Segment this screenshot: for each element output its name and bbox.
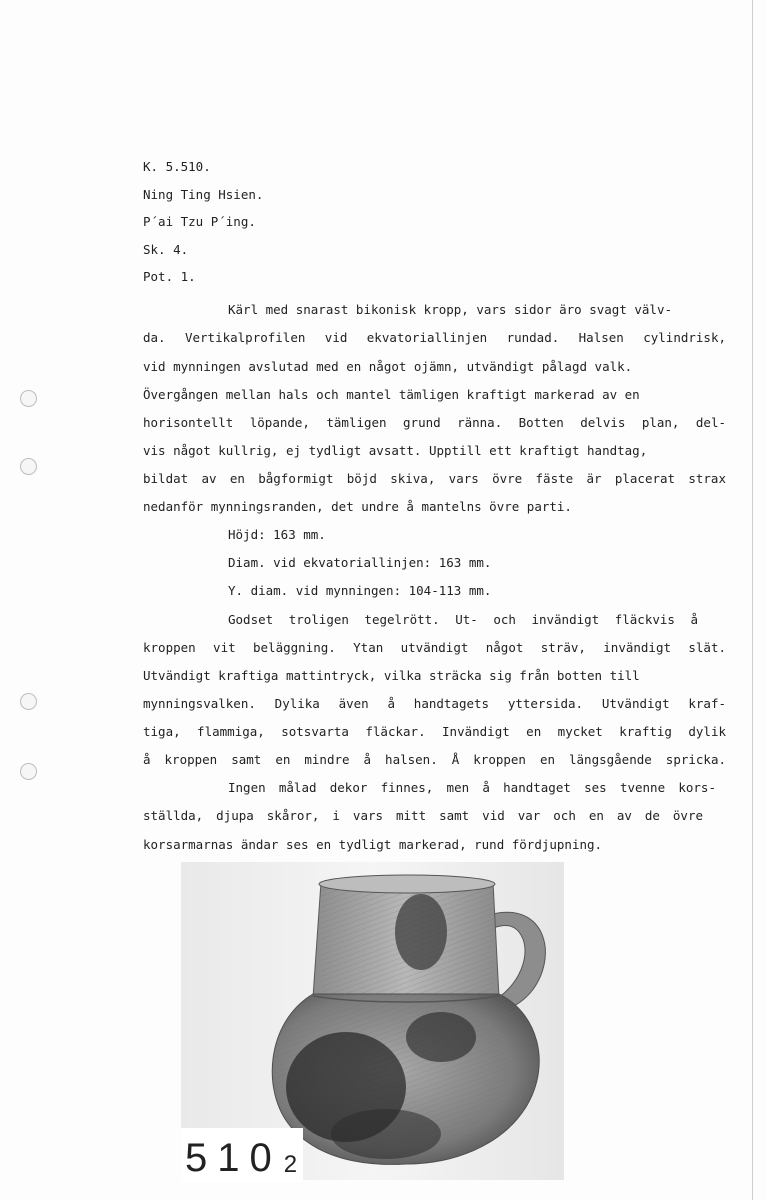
body-line: tiga, flammiga, sotsvarta fläckar. Invändigt en mycket kraftig dylik <box>143 724 726 739</box>
body-line: Utvändigt kraftiga mattintryck, vilka sträcka sig från botten till <box>143 668 640 683</box>
catalog-number: K. 5.510. <box>143 159 211 174</box>
height-measure: Höjd: 163 mm. <box>228 527 326 542</box>
photo-number-label <box>181 1128 303 1182</box>
body-line: Kärl med snarast bikonisk kropp, vars sidor äro svagt välv- <box>228 302 673 317</box>
body-line: ställda, djupa skåror, i vars mitt samt vid var och en av de övre <box>143 808 703 823</box>
punch-hole <box>20 390 37 407</box>
diameter-measure: Diam. vid ekvatoriallinjen: 163 mm. <box>228 555 492 570</box>
pot-number: Pot. 1. <box>143 269 196 285</box>
body-line: Övergången mellan hals och mantel tämligen kraftigt markerad av en <box>143 387 640 402</box>
grave-number: Sk. 4. <box>143 241 189 257</box>
photo-number-sub: 2 <box>283 1151 298 1178</box>
body-line: korsarmarnas ändar ses en tydligt markerad, rund fördjupning. <box>143 837 603 852</box>
mouth-diameter-measure: Y. diam. vid mynningen: 104-113 mm. <box>228 583 492 598</box>
body-line: kroppen vit beläggning. Ytan utvändigt något sträv, invändigt slät. <box>143 640 726 655</box>
page-edge <box>752 0 753 1200</box>
body-line: mynningsvalken. Dylika även å handtagets yttersida. Utvändigt kraf- <box>143 696 726 711</box>
body-line: vis något kullrig, ej tydligt avsatt. Upptill ett kraftigt handtag, <box>143 443 648 458</box>
body-line: å kroppen samt en mindre å halsen. Å kroppen en längsgående spricka. <box>143 752 726 767</box>
punch-hole <box>20 693 37 710</box>
body-line: nedanför mynningsranden, det undre å mantelns övre parti. <box>143 499 572 514</box>
body-line: bildat av en bågformigt böjd skiva, vars övre fäste är placerat strax <box>143 471 726 486</box>
district-name: Ning Ting Hsien. <box>143 186 264 202</box>
site-name: P´ai Tzu P´ing. <box>143 214 256 230</box>
catalog-header <box>143 153 263 291</box>
punch-hole <box>20 458 37 475</box>
punch-hole <box>20 763 37 780</box>
body-line: horisontellt löpande, tämligen grund ränna. Botten delvis plan, del- <box>143 415 726 430</box>
body-line: Ingen målad dekor finnes, men å handtaget ses tvenne kors- <box>228 780 716 795</box>
body-line: Godset troligen tegelrött. Ut- och invändigt fläckvis å <box>228 612 698 627</box>
body-line: vid mynningen avslutad med en något ojämn, utvändigt pålagd valk. <box>143 359 633 374</box>
photo-number-main: 510 <box>185 1136 282 1180</box>
body-line: da. Vertikalprofilen vid ekvatoriallinjen rundad. Halsen cylindrisk, <box>143 330 726 345</box>
